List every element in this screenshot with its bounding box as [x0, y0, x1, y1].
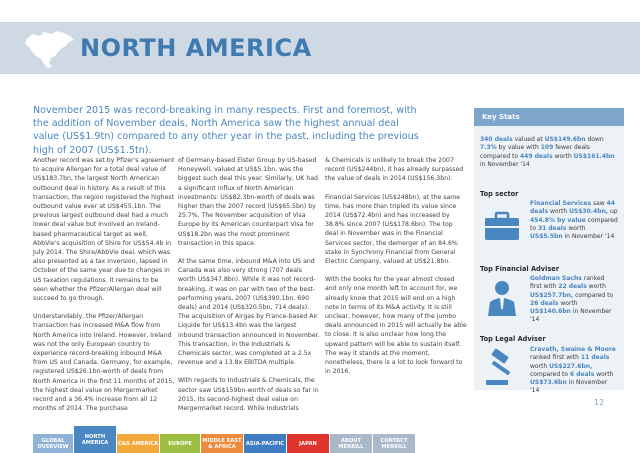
nav-middle-east-africa[interactable]: MIDDLE EAST & AFRICA: [201, 434, 243, 453]
stat-value: 11 deals: [580, 354, 610, 362]
stat-value: 44 deals: [530, 200, 615, 216]
paragraph: With the books for the year almost closed and only one month left to account for, we already know that 2015 will end on a high note in terms of its M&A activity. It is still unclear, however, how many of the jumbo deals announced in 2015 will actually be able to close. It is also unclear how long the upward pattern will be able to sustain itself. The way it stands at the moment, nonetheless, there is a lot to look forward to in 2016.: [325, 276, 467, 376]
stat-text: in November '14: [530, 379, 608, 395]
body-column-1: [33, 156, 175, 422]
stat-value: 6 deals: [569, 370, 595, 378]
stat-text: compared to: [530, 216, 618, 232]
stat-text: worth: [552, 152, 574, 160]
body-column-2: [178, 156, 320, 422]
top-financial-adviser-text: [530, 275, 618, 325]
section-nav: [33, 434, 416, 453]
paragraph: & Chemicals is unlikely to break the 2007 record (US$244bn), it has already surpassed the value of deals in 2014 (US$156.3bn).: [325, 157, 464, 183]
stat-value: 454.8% by value: [530, 216, 586, 224]
top-sector-text: [530, 200, 618, 241]
stat-value: US$140.6bn: [530, 308, 571, 316]
stat-value: Goldman Sachs: [530, 275, 582, 282]
stat-text: worth: [530, 362, 550, 370]
nav-about-merrill[interactable]: ABOUT MERRILL: [330, 434, 372, 453]
key-stats-sidebar: [474, 108, 624, 395]
paragraph: With regards to Industrials & Chemicals, the sector saw US$159bn-worth of deals so far in 2015, its second-highest deal value on Mergermarket record. While Industrials: [178, 377, 319, 413]
nav-cs-america[interactable]: C&S AMERICA: [117, 434, 159, 453]
stat-text: in November '14: [530, 308, 612, 324]
paragraph: Understandably, the Pfizer/Allergan transaction has increased M&A flow from North America into Ireland. However, Ireland was not the only European country to experience record-breaking inbound M&A from US and Canada. Germany, for example, registered US$26.1bn-worth of deals from North America in the first 11 months of 2015, the highest deal value on Mergermarket record and a 36.4% increase from all 12 months of 2014. The purchase: [33, 313, 175, 413]
stat-value: 109: [540, 144, 554, 152]
stat-text: worth: [566, 224, 586, 232]
stat-text: compared to: [530, 370, 570, 378]
stat-value: Cravath, Swaine & Moore: [530, 346, 616, 353]
section-title: Top sector: [480, 190, 519, 198]
nav-contact-merrill[interactable]: CONTACT MERRILL: [373, 434, 415, 453]
stat-text: down: [585, 136, 604, 143]
stat-value: US$149.6bn: [544, 136, 586, 143]
paragraph: of Germany-based Elster Group by US-based Honeywell, valued at US$5.1bn, was the biggest such deal this year. Similarly, UK had a significant influx of North American investments: US$82.3bn-worth of deals was higher than the 2007 record (US$65.5bn) by 25.7%. The November acquisition of Visa Europe by its American counterpart Visa for US$18.2bn was the most prominent transaction in this space.: [178, 157, 318, 247]
gavel-icon: [482, 348, 522, 388]
top-sector-title: [480, 190, 518, 202]
top-legal-adviser-text: [530, 346, 618, 396]
nav-europe[interactable]: EUROPE: [160, 434, 200, 453]
stat-text: fewer deals compared to: [480, 144, 590, 160]
page-number: 12: [594, 398, 605, 407]
stat-text: valued at: [512, 136, 545, 143]
stat-text: worth: [558, 299, 578, 307]
nav-japan[interactable]: JAPAN: [287, 434, 329, 453]
stat-value: US$227.6bn,: [549, 362, 593, 370]
stat-value: US$257.7bn,: [530, 291, 574, 299]
stat-text: in November '14: [562, 233, 615, 241]
briefcase-icon: [482, 206, 522, 246]
stat-text: ranked first with: [530, 354, 581, 362]
stat-text: worth: [586, 283, 606, 291]
stat-text: in November '14: [480, 161, 530, 169]
nav-asia-pacific[interactable]: ASIA-PACIFIC: [244, 434, 286, 453]
stat-text: worth: [594, 370, 614, 378]
adviser-person-icon: [482, 278, 522, 318]
key-stats-heading: Key Stats: [474, 108, 624, 126]
section-title: Top Legal Adviser: [480, 335, 546, 343]
stat-value: US$73.6bn: [530, 379, 567, 387]
lead-paragraph: November 2015 was record-breaking in many respects. First and foremost, with the addition of November deals, North America saw the highest annual deal value (US$1.9tn) compared to any other year in the past, including the previous high of 2007 (US$1.5tn).: [33, 105, 419, 156]
stat-value: 7.3%: [480, 144, 497, 152]
page-title: NORTH AMERICA: [80, 34, 312, 62]
nav-global-overview[interactable]: GLOBAL OVERVIEW: [33, 434, 73, 453]
stat-value: Financial Services: [530, 200, 592, 207]
stat-text: ranked first with: [530, 275, 605, 291]
stat-text: by value with: [496, 144, 541, 152]
north-america-map-icon: [22, 30, 76, 70]
stat-text: saw: [591, 200, 607, 207]
stat-text: compared to: [573, 291, 614, 299]
paragraph: At the same time, inbound M&A into US and Canada was also very strong (707 deals worth US$347.8bn). While it was not record-breaking, it was on par with two of the best-performing years, 2007 (US$390.1bn, 690 deals) and 2014 (US$320.5bn, 714 deals). The acquisition of Airgas by France-based Air Liquide for US$13.4bn was the largest inbound transaction announced in November. This transaction, in the Industrials & Chemicals sector, was completed at a 2.5x revenue and a 13.8x EBITDA multiple.: [178, 258, 320, 367]
key-stats-summary: [480, 136, 616, 170]
stat-value: US$161.4bn: [573, 152, 615, 160]
stat-value: US$5.5bn: [530, 233, 563, 241]
stat-value: 22 deals: [558, 283, 587, 291]
stat-text: worth: [548, 208, 570, 216]
stat-value: 449 deals: [519, 152, 553, 160]
stat-value: 340 deals: [480, 136, 513, 143]
paragraph: Financial Services (US$248bn), at the same time, has more than tripled its value since 2014 (US$72.4bn) and has increased by 38.8% since 2007 (US$178.6bn). The top deal in November was in the Financial Services sector, the demerger of an 84.6% stake in Synchrony Financial from General Electric Company, valued at US$21.8bn.: [325, 193, 461, 266]
section-title: Top Financial Adviser: [480, 265, 559, 273]
stat-value: 31 deals: [537, 224, 567, 232]
stat-text: up: [608, 208, 618, 216]
nav-north-america[interactable]: NORTH AMERICA: [74, 426, 116, 453]
paragraph: Another record was set by Pfizer's agreement to acquire Allergan for a total deal value of US$183.7bn, the largest North American outbound deal in history. As a result of this transaction, the region registered the highest outbound value ever at US$455.1bn. The previous largest outbound deal had a much lower deal value but involved an Ireland-based pharmaceutical target as well, AbbVie's acquisition of Shire for US$54.4b in July 2014. The Shire/AbbVie deal, which was also presented as a tax inversion, lapsed in October of the same year due to changes in US taxation regulations. It remains to be seen whether the Pfizer/Allergan deal will succeed to go through.: [33, 157, 175, 303]
stat-value: 26 deals: [530, 299, 559, 307]
stat-value: US$30.4bn,: [569, 208, 609, 216]
body-column-3: [325, 156, 467, 385]
